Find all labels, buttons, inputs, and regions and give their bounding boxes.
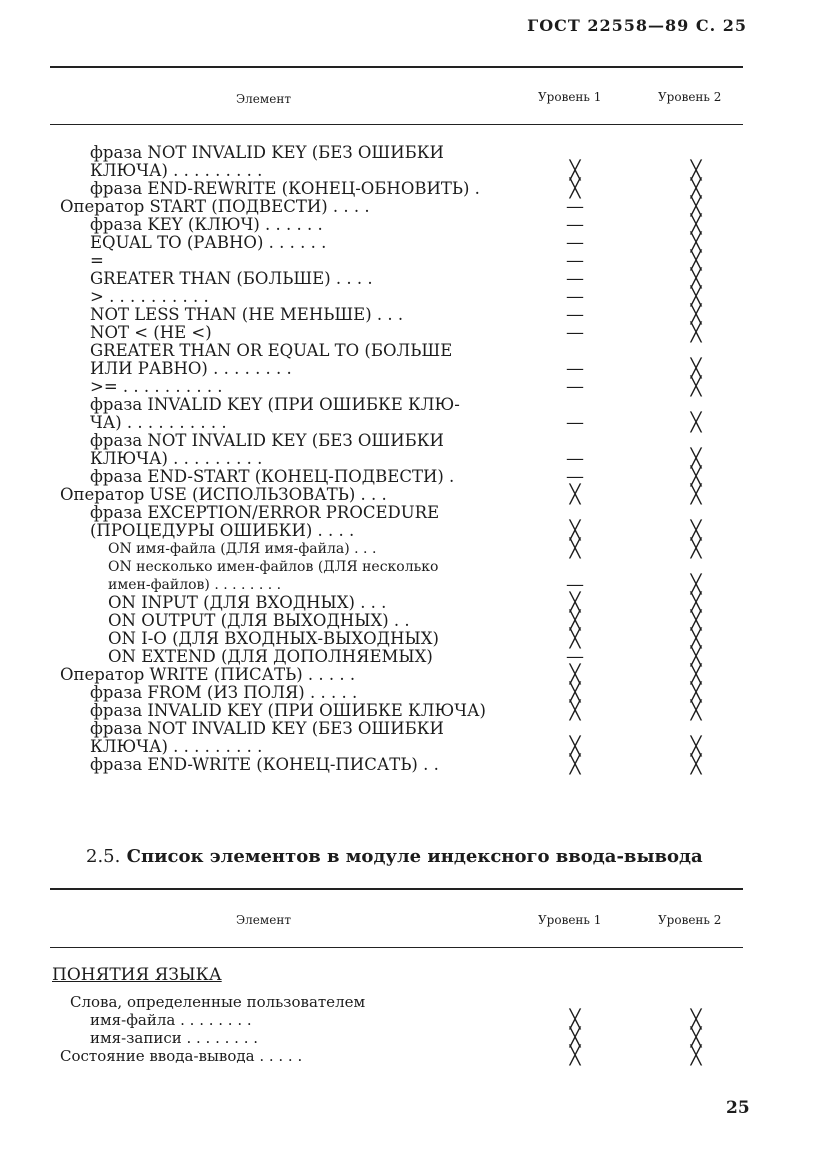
level2-mark: ╳ [690, 754, 702, 775]
row-element-text: ON имя-файла (ДЛЯ имя-файла) . . . [108, 541, 377, 557]
level2-mark: ╳ [690, 682, 702, 703]
level1-mark: ╳ [569, 700, 581, 721]
table-row [60, 612, 740, 630]
level1-mark: — [566, 646, 584, 667]
row-element-text: КЛЮЧА) . . . . . . . . . [90, 737, 263, 756]
row-element-text: EQUAL TO (РАВНО) . . . . . . [90, 233, 327, 252]
table-row [60, 576, 740, 594]
row-element-text: Оператор WRITE (ПИСАТЬ) . . . . . [60, 665, 356, 684]
table-row [60, 360, 740, 378]
row-element-text: GREATER THAN (БОЛЬШЕ) . . . . [90, 269, 373, 288]
level2-mark: ╳ [690, 1009, 702, 1030]
level1-mark: — [566, 250, 584, 271]
level1-mark: ╳ [569, 592, 581, 613]
table-row [60, 432, 740, 450]
level2-mark: ╳ [690, 160, 702, 181]
table1-col-level1: Уровень 1 [538, 90, 602, 104]
table1-header-rule [50, 124, 743, 125]
level2-mark: ╳ [690, 1027, 702, 1048]
level2-mark: ╳ [690, 268, 702, 289]
row-element-text: КЛЮЧА) . . . . . . . . . [90, 161, 263, 180]
table1-body [60, 144, 740, 774]
level2-mark: ╳ [690, 466, 702, 487]
row-element-text: Слова, определенные пользователем [70, 993, 366, 1011]
level2-mark: ╳ [690, 214, 702, 235]
table-row [60, 540, 740, 558]
row-element-text: ON EXTEND (ДЛЯ ДОПОЛНЯЕМЫХ) [108, 647, 433, 666]
table-row [60, 468, 740, 486]
table-row [60, 993, 740, 1011]
row-element-text: фраза EXCEPTION/ERROR PROCEDURE [90, 503, 440, 522]
level1-mark: — [566, 268, 584, 289]
level2-mark: ╳ [690, 412, 702, 433]
table2-col-level2: Уровень 2 [658, 913, 722, 927]
table-row [60, 594, 740, 612]
table-row [60, 648, 740, 666]
level1-mark: ╳ [569, 160, 581, 181]
row-element-text: фраза END-REWRITE (КОНЕЦ-ОБНОВИТЬ) . [90, 179, 480, 198]
table-row [60, 144, 740, 162]
row-element-text: фраза INVALID KEY (ПРИ ОШИБКЕ КЛЮЧА) [90, 701, 486, 720]
table-row [60, 522, 740, 540]
level1-mark: ╳ [569, 610, 581, 631]
level2-mark: ╳ [690, 178, 702, 199]
table-row [60, 270, 740, 288]
row-element-text: NOT < (НЕ <) [90, 323, 212, 342]
row-element-text: фраза KEY (КЛЮЧ) . . . . . . [90, 215, 323, 234]
level1-mark: — [566, 196, 584, 217]
level2-mark: ╳ [690, 628, 702, 649]
level2-mark: ╳ [690, 592, 702, 613]
row-element-text: > . . . . . . . . . . [90, 287, 209, 306]
level2-mark: ╳ [690, 736, 702, 757]
level1-mark: — [566, 322, 584, 343]
level2-mark: ╳ [690, 358, 702, 379]
level2-mark: ╳ [690, 1045, 702, 1066]
level2-mark: ╳ [690, 376, 702, 397]
table2-top-rule [50, 888, 743, 890]
table-row [60, 630, 740, 648]
level1-mark: — [566, 232, 584, 253]
level2-mark: ╳ [690, 520, 702, 541]
table-row [60, 378, 740, 396]
row-element-text: ИЛИ РАВНО) . . . . . . . . [90, 359, 292, 378]
level2-mark: ╳ [690, 232, 702, 253]
row-element-text: >= . . . . . . . . . . [90, 377, 223, 396]
row-element-text: фраза NOT INVALID KEY (БЕЗ ОШИБКИ [90, 431, 444, 450]
level2-mark: ╳ [690, 196, 702, 217]
level1-mark: — [566, 286, 584, 307]
row-element-text: фраза NOT INVALID KEY (БЕЗ ОШИБКИ [90, 719, 444, 738]
section-title [86, 846, 703, 867]
level1-mark: — [566, 412, 584, 433]
table2-header-rule [50, 947, 743, 948]
level1-mark: — [566, 574, 584, 595]
level2-mark: ╳ [690, 448, 702, 469]
level1-mark: — [566, 358, 584, 379]
row-element-text: ON несколько имен-файлов (ДЛЯ несколько [108, 559, 439, 575]
level1-mark: ╳ [569, 484, 581, 505]
row-element-text: NOT LESS THAN (НЕ МЕНЬШЕ) . . . [90, 305, 404, 324]
document-header: ГОСТ 22558—89 С. 25 [527, 16, 747, 35]
table1-col-element: Элемент [236, 92, 291, 106]
table-row [60, 396, 740, 414]
table2-body [60, 993, 740, 1065]
level1-mark: ╳ [569, 1045, 581, 1066]
level2-mark: ╳ [690, 286, 702, 307]
table-row [60, 306, 740, 324]
level1-mark: — [566, 466, 584, 487]
level1-mark: — [566, 214, 584, 235]
level1-mark: ╳ [569, 664, 581, 685]
row-element-text: Оператор START (ПОДВЕСТИ) . . . . [60, 197, 370, 216]
level2-mark: ╳ [690, 664, 702, 685]
level2-mark: ╳ [690, 322, 702, 343]
row-element-text: Состояние ввода-вывода . . . . . [60, 1047, 303, 1065]
row-element-text: фраза INVALID KEY (ПРИ ОШИБКЕ КЛЮ- [90, 395, 460, 414]
row-element-text: ON OUTPUT (ДЛЯ ВЫХОДНЫХ) . . [108, 611, 410, 630]
level1-mark: ╳ [569, 1027, 581, 1048]
page-number: 25 [726, 1098, 750, 1118]
level1-mark: ╳ [569, 682, 581, 703]
section-number: 2.5. [86, 846, 121, 867]
row-element-text: (ПРОЦЕДУРЫ ОШИБКИ) . . . . [90, 521, 355, 540]
row-element-text: ON INPUT (ДЛЯ ВХОДНЫХ) . . . [108, 593, 387, 612]
table-row [60, 234, 740, 252]
row-element-text: фраза END-START (КОНЕЦ-ПОДВЕСТИ) . [90, 467, 455, 486]
table-row [60, 288, 740, 306]
table-row [60, 1047, 740, 1065]
level2-mark: ╳ [690, 574, 702, 595]
table-row [60, 1011, 740, 1029]
level2-mark: ╳ [690, 250, 702, 271]
table-row [60, 162, 740, 180]
table-row [60, 720, 740, 738]
level1-mark: ╳ [569, 736, 581, 757]
section-title-text: Список элементов в модуле индексного ввода-вывода [126, 846, 703, 867]
table2-col-element: Элемент [236, 913, 291, 927]
table-row [60, 756, 740, 774]
level1-mark: ╳ [569, 520, 581, 541]
level2-mark: ╳ [690, 700, 702, 721]
level1-mark: ╳ [569, 1009, 581, 1030]
row-element-text: фраза END-WRITE (КОНЕЦ-ПИСАТЬ) . . [90, 755, 439, 774]
table-row [60, 1029, 740, 1047]
table2-col-level1: Уровень 1 [538, 913, 602, 927]
level1-mark: ╳ [569, 178, 581, 199]
row-element-text: Оператор USE (ИСПОЛЬЗОВАТЬ) . . . [60, 485, 387, 504]
row-element-text: имя-файла . . . . . . . . [90, 1011, 252, 1029]
concepts-heading: ПОНЯТИЯ ЯЗЫКА [52, 965, 222, 985]
level2-mark: ╳ [690, 538, 702, 559]
table-row [60, 342, 740, 360]
table-row [60, 198, 740, 216]
row-element-text: фраза FROM (ИЗ ПОЛЯ) . . . . . [90, 683, 358, 702]
table-row [60, 324, 740, 342]
table-row [60, 252, 740, 270]
table-row [60, 486, 740, 504]
row-element-text: GREATER THAN OR EQUAL TO (БОЛЬШЕ [90, 341, 453, 360]
level1-mark: ╳ [569, 538, 581, 559]
level1-mark: — [566, 304, 584, 325]
level2-mark: ╳ [690, 304, 702, 325]
row-element-text: = [90, 251, 104, 270]
level2-mark: ╳ [690, 646, 702, 667]
table-row [60, 702, 740, 720]
level1-mark: ╳ [569, 628, 581, 649]
row-element-text: имя-записи . . . . . . . . [90, 1029, 259, 1047]
table-row [60, 450, 740, 468]
table-row [60, 504, 740, 522]
table-row [60, 558, 740, 576]
row-element-text: ON I-O (ДЛЯ ВХОДНЫХ-ВЫХОДНЫХ) [108, 629, 439, 648]
level1-mark: — [566, 448, 584, 469]
level2-mark: ╳ [690, 484, 702, 505]
level1-mark: ╳ [569, 754, 581, 775]
level2-mark: ╳ [690, 610, 702, 631]
table1-top-rule [50, 66, 743, 68]
level1-mark: — [566, 376, 584, 397]
table-row [60, 414, 740, 432]
table-row [60, 180, 740, 198]
table-row [60, 684, 740, 702]
row-element-text: ЧА) . . . . . . . . . . [90, 413, 227, 432]
table1-col-level2: Уровень 2 [658, 90, 722, 104]
table-row [60, 666, 740, 684]
row-element-text: КЛЮЧА) . . . . . . . . . [90, 449, 263, 468]
table-row [60, 738, 740, 756]
row-element-text: фраза NOT INVALID KEY (БЕЗ ОШИБКИ [90, 143, 444, 162]
table-row [60, 216, 740, 234]
row-element-text: имен-файлов) . . . . . . . . [108, 577, 282, 593]
